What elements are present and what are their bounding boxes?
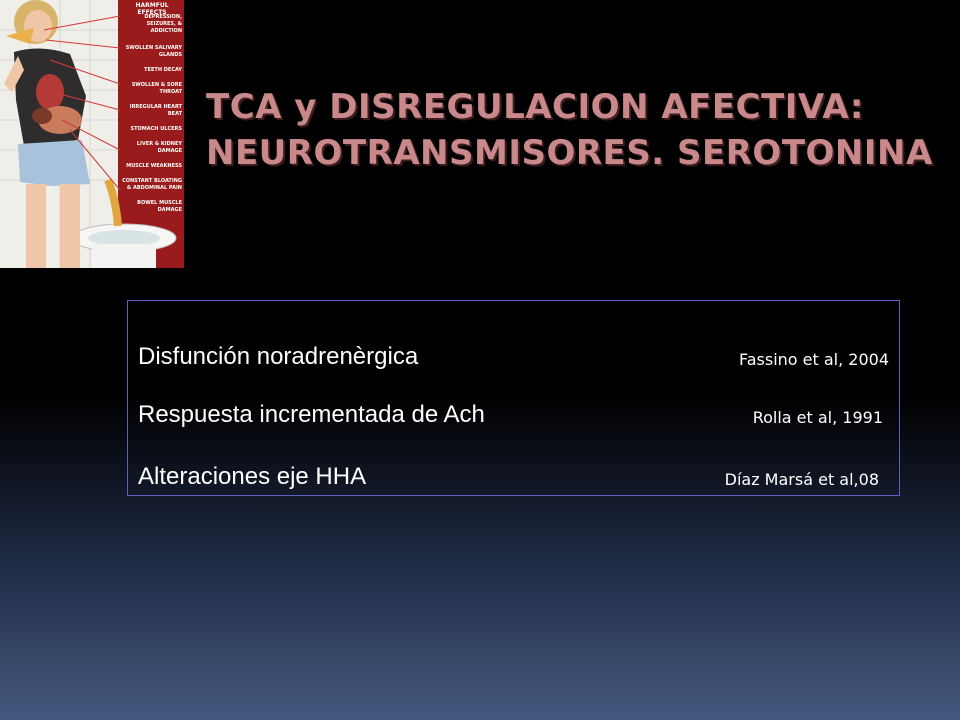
finding-text: Respuesta incrementada de Ach: [138, 401, 485, 428]
poster-label: CONSTANT BLOATING & ABDOMINAL PAIN: [122, 178, 182, 191]
finding-row: [138, 451, 889, 491]
poster-label-list: [120, 14, 182, 214]
slide-title: [206, 84, 946, 176]
poster-label: TEETH DECAY: [144, 67, 182, 73]
finding-reference: Rolla et al, 1991: [752, 408, 883, 427]
findings-box: [127, 300, 900, 496]
poster-label: LIVER & KIDNEY DAMAGE: [136, 141, 182, 154]
poster-label: DEPRESSION, SEIZURES, & ADDICTION: [144, 14, 182, 34]
poster-label: IRREGULAR HEART BEAT: [129, 104, 182, 117]
harmful-effects-poster: [0, 0, 184, 268]
finding-text: Disfunción noradrenèrgica: [138, 343, 419, 370]
slide-title-line-1: TCA y DISREGULACION AFECTIVA:: [206, 87, 864, 127]
finding-row: [138, 389, 889, 429]
poster-label: MUSCLE WEAKNESS: [126, 163, 182, 169]
finding-reference: Fassino et al, 2004: [738, 350, 889, 369]
poster-label: BOWEL MUSCLE DAMAGE: [137, 200, 182, 213]
poster-label: SWOLLEN SALIVARY GLANDS: [125, 45, 182, 58]
poster-heading: HARMFUL EFFECTS: [135, 2, 169, 16]
finding-reference: Díaz Marsá et al,08: [724, 470, 879, 489]
finding-row: [138, 331, 889, 371]
slide-title-line-2: NEUROTRANSMISORES. SEROTONINA: [206, 133, 933, 173]
poster-label: STOMACH ULCERS: [130, 126, 182, 132]
finding-text: Alteraciones eje HHA: [138, 463, 367, 490]
poster-label: SWOLLEN & SORE THROAT: [131, 82, 182, 95]
